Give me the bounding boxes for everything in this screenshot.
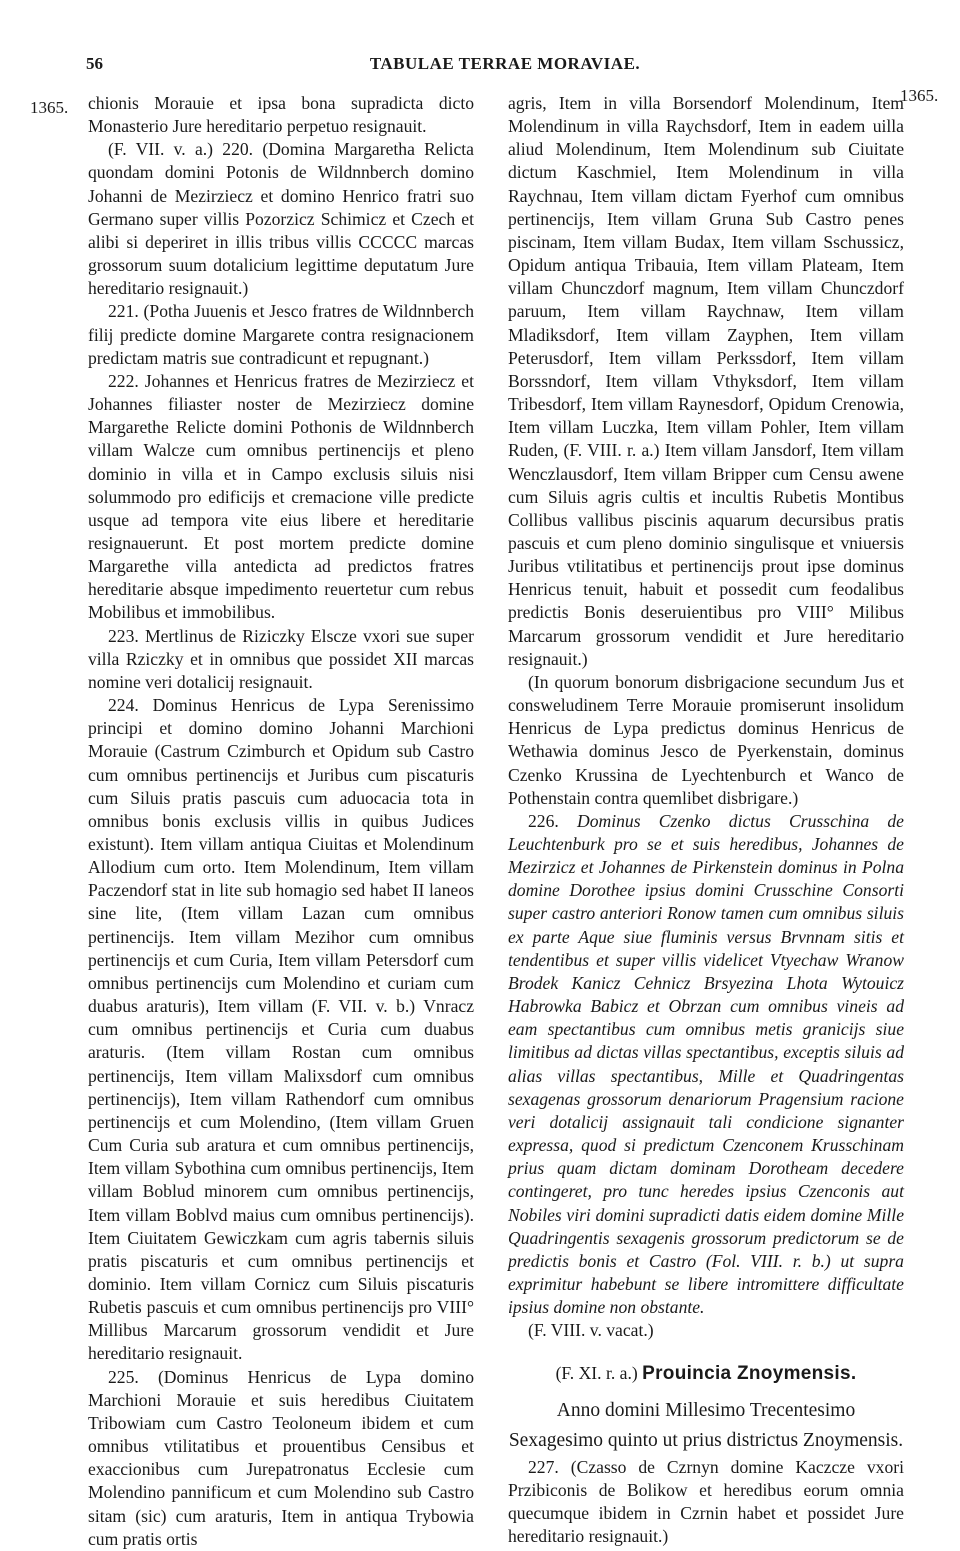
entry-224: 224. Dominus Henricus de Lypa Serenissimo principi et domino domino Johanni Marchioni Morauie (Castrum Czimburch et Opidum sub Castro cum omnibus pertinencijs et Juribus cum piscaturis cum Siluis pratis pascuis cum aduocacia tota in omnibus bonis exclusis villis in quibus Judices existunt). Item villam antiqua Ciuitas et Molendinum Allodium cum orto. Item Molendinum, Item villam Paczendorf stat in lite sub homagio sed habet II laneos sine lite, (Item villam Lazan cum omnibus pertinencijs. Item villam Mezihor cum omnibus pertinencijs et cum Curia, Item villam Petersdorf cum omnibus pertinencijs cum Molendino et curiam cum duabus araturis), Item villam (F. VII. v. b.) Vnracz cum omnibus pertinencijs et Curia cum duabus araturis. (Item villam Rostan cum omnibus pertinencijs, Item villam Malixsdorf cum omnibus pertinencijs), Item villam Rathendorf cum omnibus pertinencijs et cum Molendino, (Item villam Gruen Cum Curia sub aratura et cum omnibus pertinencijs, Item villam Sybothina cum omnibus pertinencijs, Item villam Boblud minorem cum omnibus pertinencijs, Item villam Boblvd maius cum omnibus pertinencijs). Item Ciuitatem Gewiczkam cum agris tabernis siluis pratis piscaturis et cum omnibus pertinencijs et dominio. Item villam Cornicz cum Siluis piscaturis Rubetis pascuis et cum omnibus pertinencijs pro VIII° Millibus Marcarum grossorum vendidit et Jure hereditario resignauit. xyxy=(88,695,474,1364)
running-title: TABULAE TERRAE MORAVIAE. xyxy=(369,54,641,73)
right-column xyxy=(508,92,904,1548)
paragraph-disbrigacione: (In quorum bonorum disbrigacione secundum Jus et consweludinem Terre Morauie promiserunt insolidum Henricus de Lypa predictus dominus Henricus de Wethawia dominus Jesco de Pyerkenstain, dominus Czenko Krussina de Lyechtenburch et Wanco de Pothenstain contra quemlibet disbrigare.) xyxy=(508,671,904,808)
entry-222: 222. Johannes et Henricus fratres de Mezirziecz et Johannes filiaster noster de Mezirziecz domine Margarethe Relicte domini Pothonis de Wildnnberch villam Walcze cum omnibus pertinencijs et pleno dominio in villa et in Campo exclusis siluis nisi solummodo pro edificijs et cremacione ville predicte usque ad tempora vite eius libere et hereditarie resignauerunt. Et post mortem predicte domine Margarethe villa antedicta ad predictos fratres hereditarie absque impedimento reuertetur cum rebus Mobilibus et immobilibus. xyxy=(88,370,474,623)
entry-221: 221. (Potha Juuenis et Jesco fratres de Wildnnberch filij predicte domine Margarete contra resignacionem predictam matris sue contradicunt et repugnant.) xyxy=(88,301,474,368)
paragraph-continued: agris, Item in villa Borsendorf Molendinum, Item Molendinum in villa Raychsdorf, Item in eadem uilla aliud Molendinum, Item Molendinum sub Ciuitate dictum Kaschmiel, Item Molendinum in villa Raychnau, Item villam dictam Fyerhof cum omnibus pertinencijs, Item villam Gruna Sub Castro penes piscinam, Item villam Budax, Item villam Sschussicz, Opidum antiqua Tribauia, Item villam Plateam, Item villam Chunczdorf magnum, Item villam Chunczdorf paruum, Item villam Raychnaw, Item villam Mladiksdorf, Item villam Zayphen, Item villam Peterusdorf, Item villam Perkssdorf, Item villam Borssndorf, Item villam Vthyksdorf, Item villam Tribesdorf, Item villam Raynesdorf, Opidum Crenowia, Item villam Luczka, Item villam Pohler, Item villam Ruden, (F. VIII. r. a.) Item villam Jansdorf, Item villam Wenczlausdorf, Item villam Bripper cum Censu awene cum Siluis agris cultis et incultis Rubetis Montibus Collibus vallibus piscinis aquarum decursibus pratis pascuis et cum pleno dominio singulisque et vniuersis Juribus vtilitatibus et pertinencijs prout ipse dominus Henricus tenuit, habuit et possedit cum feodalibus predictis Bonis deseruientibus pro VIII° Milibus Marcarum grossorum vendidit et Jure hereditario resignauit.) xyxy=(508,93,904,669)
folio-ref: (Fol. VIII. r. b.) xyxy=(705,1250,831,1271)
paragraph: chionis Morauie et ipsa bona supradicta dicto Monasterio Jure hereditario perpetuo resignauit. xyxy=(88,93,474,137)
entry-226-text: Dominus Czenko dictus Crusschina de Leuchtenburk pro se et suis heredibus, Johannes de Mezirzicz et Johannes de Pirkenstein dominus in Polna domine Dorothee ipsius domini Crusschine Consorti super castro anteriori Ronow tamen cum omnibus siluis ex parte Aque siue fluminis versus Brvnnam sitis et tendentibus et super villis videlicet Vtyechaw Wranow Brodek Kanicz Cehnicz Brsyezina Lhota Wytouicz Habrowka Babicz et Obrzan cum omnibus vineis ad eam spectantibus cum omnibus metis granicijs siue limitibus ad dictas villas spectantibus, exceptis siluis ad alias villas spectantibus, Mille et Quadringentas sexagenas grossorum denariorum Pragensium racione veri dotalicij assignauit tali condicione signanter expressa, quod si predictum Czenconem Krusschinam prius quam dictam dominam Dorotheam decedere contingeret, pro tunc heredes ipsius Czenconis aut Nobiles viri domini supradicti datis eidem domine Mille Quadringentis sexagenis grossorum predictorum se de predictis bonis et Castro xyxy=(508,810,904,1271)
entry-225: 225. (Dominus Henricus de Lypa domino Marchioni Morauie et suis heredibus Ciuitatem Tribowiam cum Castro Teoloneum ibidem et cum omnibus vtilitatibus et prouentibus Censibus et exaccionibus cum Jurepatronatus Ecclesie cum Molendino pannificum et cum Molendino sub Castro sitam (sic) cum araturis, Item in antiqua Trybowia cum pratis ortis xyxy=(88,1366,474,1549)
page-number: 56 xyxy=(86,54,103,73)
entry-220: (F. VII. v. a.) 220. (Domina Margaretha Relicta quondam domini Potonis de Wildnnberch domino Johanni de Mezirziecz et domino Henrico fratri suo Germano super villis Pozorzicz Schimicz et Czech et alibi si deperiret in illis tribus villis CCCCC marcas grossorum suum dotalicium legittime deputatum Jure hereditario resignauit.) xyxy=(88,139,474,299)
entry-227: 227. (Czasso de Czrnyn domine Kaczcze vxori Przibiconis de Bolikow et heredibus eorum omnia quecumque ibidem in Czrnin habet et possidet Jure hereditario resignauit.) xyxy=(508,1456,904,1547)
entry-226 xyxy=(508,810,904,1319)
entry-226-tail: ut supra exprimitur habebunt se libere intromittere difficultate ipsius domine non obstante. xyxy=(508,1250,904,1318)
left-column xyxy=(88,92,474,1551)
margin-year-left: 1365. xyxy=(30,98,69,117)
entry-223: 223. Mertlinus de Riziczky Elscze vxori sue super villa Rziczky et in omnibus que possidet XII marcas nomine veri dotalicij resignauit. xyxy=(88,625,474,692)
entry-number: 226. xyxy=(528,810,559,831)
anno-heading: Anno domini Millesimo Trecentesimo Sexagesimo quinto ut prius districtus Znoymensis. xyxy=(508,1399,904,1451)
folio-vacat: (F. VIII. v. vacat.) xyxy=(528,1320,654,1341)
section-title: Prouincia Znoymensis. xyxy=(642,1363,857,1385)
section-heading xyxy=(508,1362,904,1385)
section-folio-ref: (F. XI. r. a.) xyxy=(555,1363,638,1384)
margin-year-right: 1365. xyxy=(900,86,939,105)
page-header xyxy=(86,54,924,80)
